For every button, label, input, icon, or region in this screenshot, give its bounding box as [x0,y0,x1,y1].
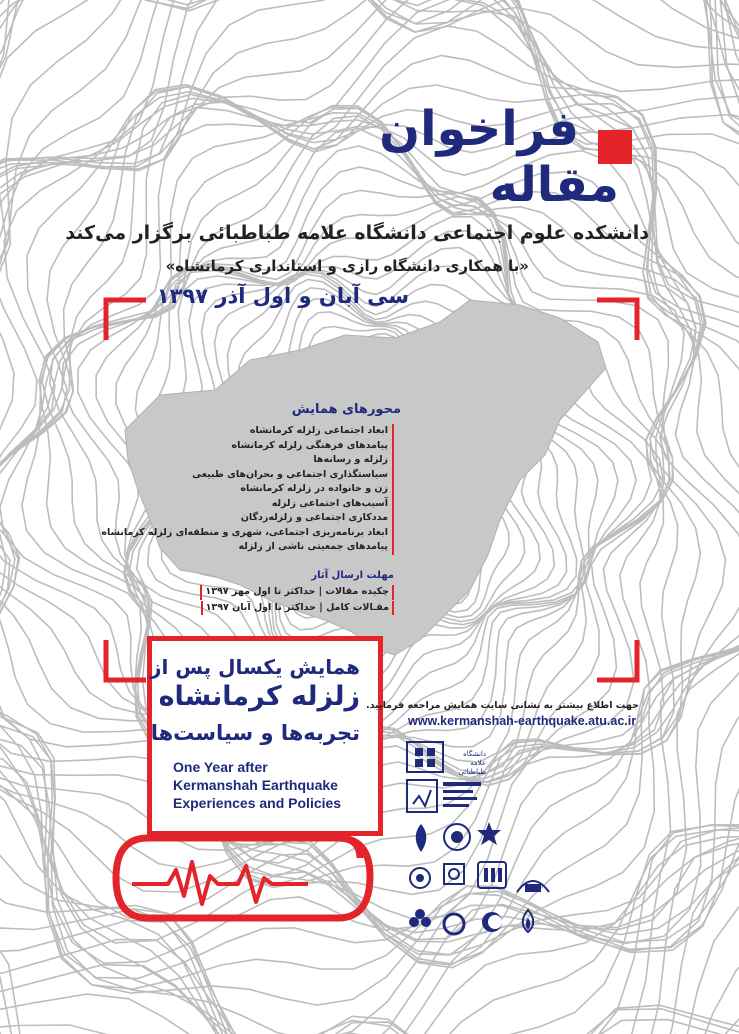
broadcast-logo-icon [476,860,508,890]
oval-logo-icon [442,912,466,936]
axes-title: محورهای همایش [291,402,401,417]
corner-bracket-top-right [597,300,637,340]
university-logo-icon [405,740,445,774]
axis-item: پیامدهای جمعیتی ناشی از زلزله [134,540,394,555]
axis-item: زلزله و رسانه‌ها [134,453,394,468]
conference-title-fa-line2: زلزله کرمانشاه [158,681,360,712]
flame-logo-icon [517,908,539,934]
axis-item: مددکاری اجتماعی و زلزله‌زدگان [134,511,394,526]
conference-title-en-line3: Experiences and Policies [173,795,342,811]
axis-item: سیاستگذاری اجتماعی و بحران‌های طبیعی [134,468,394,483]
star-logo-icon [476,820,502,850]
deadline-list [194,585,394,616]
conference-title-fa-line3: تجربه‌ها و سیاست‌ها [150,721,360,745]
axes-list [101,424,394,555]
deadline-item: چکیده مقالات | حداکثر تا اول مهر ۱۳۹۷ [200,585,394,600]
university-logo-label: دانشگاه علامه طباطبائی [458,750,486,776]
conference-logo-icon [405,776,485,816]
emblem-logo-icon [408,822,434,856]
round-logo-icon [408,866,432,890]
axis-item: زن و خانواده در زلزله کرمانشاه [134,482,394,497]
scroll-seismograph-icon [108,826,408,936]
website-note: جهت اطلاع بیشتر به نشانی سایت همایش مراجعه فرمایید. [366,700,639,711]
conference-title-en-line2: Kermanshah Earthquake [173,777,338,793]
conference-title-en-line1: One Year after [173,759,268,775]
axis-item: ابعاد اجتماعی زلزله کرمانشاه [134,424,394,439]
seal-logo-icon [442,822,472,852]
wreath-logo-icon [515,874,551,896]
square-seal-logo-icon [442,862,466,886]
axis-item: آسیب‌های اجتماعی زلزله [134,497,394,512]
organizer-text: دانشکده علوم اجتماعی دانشگاه علامه طباطبائی برگزار می‌کند [65,222,649,244]
cooperation-text: «با همکاری دانشگاه رازی و استانداری کرمانشاه» [165,257,529,275]
axis-item: پیامدهای فرهنگی زلزله کرمانشاه [134,439,394,454]
deadline-item: مقـالات کامل | حداکثر تا اول آبان ۱۳۹۷ [201,601,394,616]
conference-date: سی آبان و اول آذر ۱۳۹۷ [156,284,409,308]
call-title-line2: مقاله [489,157,619,213]
call-title-line1: فراخوان [379,101,579,157]
conference-title-fa-line1: همایش یکسال پس از [150,655,360,679]
crescent-logo-icon [480,910,504,934]
conference-box [147,636,383,836]
deadline-title: مهلت ارسال آثار [311,570,394,581]
axis-item: ابعاد برنامه‌ریزی اجتماعی، شهری و منطقه‌ای زلزله کرمانشاه [134,526,394,541]
petal-logo-icon [408,906,432,932]
website-url[interactable]: www.kermanshah-earthquake.atu.ac.ir [408,714,637,728]
